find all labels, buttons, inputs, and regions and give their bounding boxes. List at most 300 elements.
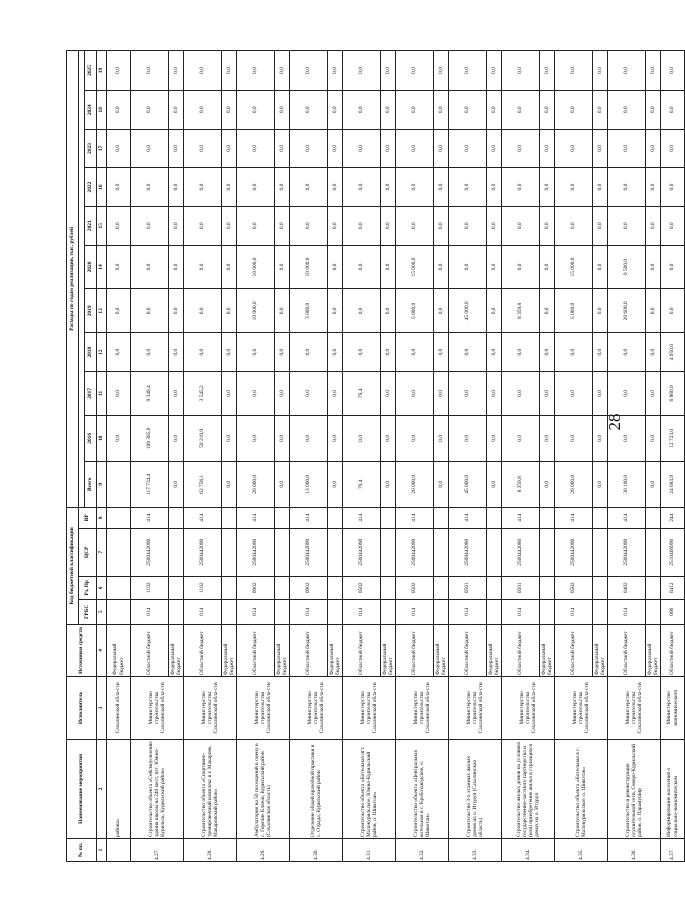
year-value: 0,0 xyxy=(555,168,593,207)
activity-name: Строительство объекта «Котельная пгт. Малокурильское, Южно-Курильский район, о. Шикотан» xyxy=(343,739,396,838)
header-rzpr: Рз, Пр xyxy=(79,576,97,599)
year-value: 0,0 xyxy=(396,168,434,207)
year-value: 0,0 xyxy=(290,206,328,245)
table-row xyxy=(131,51,169,862)
year-value: 0,0 xyxy=(555,371,593,415)
column-index: 12 xyxy=(97,333,107,372)
page-number: 28 xyxy=(605,413,624,431)
column-index: 15 xyxy=(97,206,107,245)
year-value: 0,0 xyxy=(449,129,487,168)
total-value: 0,0 xyxy=(169,461,184,507)
vr-code: 414 xyxy=(237,507,275,528)
year-value: 0,0 xyxy=(434,289,449,333)
year-value: 0,0 xyxy=(381,333,396,372)
total-value: 0,0 xyxy=(540,461,555,507)
year-value: 0,0 xyxy=(184,51,222,91)
year-value: 0,0 xyxy=(381,168,396,207)
rzpr-code: 1102 xyxy=(131,576,169,599)
year-value: 0,0 xyxy=(487,245,502,289)
funding-source: Областной бюджет xyxy=(131,624,169,676)
year-value: 0,0 xyxy=(237,129,275,168)
vr-code xyxy=(593,507,608,528)
total-value: 0,0 xyxy=(646,461,661,507)
table-row xyxy=(396,51,434,862)
year-value: 0,0 xyxy=(381,289,396,333)
year-value: 0,0 xyxy=(487,129,502,168)
year-value: 0,0 xyxy=(328,206,343,245)
year-value: 0,0 xyxy=(661,90,685,129)
year-value: 0,0 xyxy=(328,168,343,207)
row-number: 4.35. xyxy=(555,839,608,862)
year-value: 0,0 xyxy=(169,129,184,168)
year-value: 0,0 xyxy=(290,415,328,461)
year-value: 0,0 xyxy=(222,245,237,289)
year-value: 0,0 xyxy=(487,206,502,245)
year-value: 0,0 xyxy=(434,371,449,415)
total-value: 45 000,0 xyxy=(449,461,487,507)
total-value: 0,0 xyxy=(593,461,608,507)
funding-source: Областной бюджет xyxy=(290,624,328,676)
year-value: 0,0 xyxy=(608,129,646,168)
funding-source: Областной бюджет xyxy=(661,624,685,676)
year-value: 0,0 xyxy=(502,129,540,168)
year-value: 0,0 xyxy=(275,206,290,245)
rzpr-code: 1102 xyxy=(184,576,222,599)
rzpr-code: 0501 xyxy=(449,576,487,599)
activity-name: Строительство жилых домов на условиях государственно-частного партнерства и (или) приобретение жилья в строящихся домах на о. Итуруп xyxy=(502,739,555,838)
funding-source: Областной бюджет xyxy=(608,624,646,676)
year-value: 0,0 xyxy=(646,168,661,207)
csr-code xyxy=(540,528,555,576)
grbs-code: 014 xyxy=(555,599,593,624)
row-number: 4.32. xyxy=(396,839,449,862)
total-value: 30 100,0 xyxy=(608,461,646,507)
funding-source: Федеральный бюджет xyxy=(275,624,290,676)
header-index-row xyxy=(97,51,107,862)
row-number: 4.33. xyxy=(449,839,502,862)
year-value: 0,0 xyxy=(343,129,381,168)
activity-name: Информирование населения о социально-экономическом xyxy=(661,739,685,838)
rzpr-code xyxy=(434,576,449,599)
rzpr-code xyxy=(107,576,131,599)
year-value: 0,0 xyxy=(184,90,222,129)
activity-name: Отделение общей врачебной практики в с. Отрада, Курильский район xyxy=(290,739,343,838)
year-value: 0,0 xyxy=(222,415,237,461)
year-value: 0,0 xyxy=(275,245,290,289)
year-value: 0,0 xyxy=(290,129,328,168)
activity-name: Строительство 3-х этажных жилых домов на о. Итуруп (Сахалинская область) xyxy=(449,739,502,838)
csr-code xyxy=(169,528,184,576)
table-row xyxy=(555,51,593,862)
year-value: 5 000,0 xyxy=(555,289,593,333)
year-value: 0,0 xyxy=(222,51,237,91)
total-value xyxy=(107,461,131,507)
activity-name: Строительство объекта «Спортивно-тренировочный комплекс в г. Макарове, Макаровский район» xyxy=(184,739,237,838)
year-value: 0,0 xyxy=(381,206,396,245)
year-value: 8 359,8 xyxy=(502,289,540,333)
executor: Министерство строительства Сахалинской обла-сти xyxy=(131,677,184,740)
year-value: 0,0 xyxy=(184,168,222,207)
year-value: 0,0 xyxy=(184,206,222,245)
year-value: 0,0 xyxy=(343,51,381,91)
grbs-code: 006 xyxy=(661,599,685,624)
table-body xyxy=(107,51,685,862)
rzpr-code: 0412 xyxy=(661,576,685,599)
year-value: 0,0 xyxy=(290,333,328,372)
year-value: 0,0 xyxy=(222,289,237,333)
year-value: 0,0 xyxy=(275,90,290,129)
table-row xyxy=(343,51,381,862)
column-index: 1 xyxy=(97,839,107,862)
year-value: 0,0 xyxy=(661,206,685,245)
grbs-code: 014 xyxy=(131,599,169,624)
year-value: 0,0 xyxy=(169,333,184,372)
year-value: 0,0 xyxy=(328,289,343,333)
year-value: 0,0 xyxy=(434,206,449,245)
year-value: 0,0 xyxy=(222,206,237,245)
total-value: 0,0 xyxy=(275,461,290,507)
year-value: 0,0 xyxy=(184,333,222,372)
column-index: 7 xyxy=(97,528,107,576)
vr-code: 414 xyxy=(343,507,381,528)
year-value: 0,0 xyxy=(131,245,169,289)
rzpr-code xyxy=(487,576,502,599)
year-value: 0,0 xyxy=(381,90,396,129)
year-value: 3 545,2 xyxy=(184,371,222,415)
rzpr-code xyxy=(222,576,237,599)
year-value: 0,0 xyxy=(540,245,555,289)
grbs-code xyxy=(593,599,608,624)
year-value: 0,0 xyxy=(343,415,381,461)
column-index: 5 xyxy=(97,599,107,624)
header-name: Наименование мероприятия xyxy=(67,739,97,838)
grbs-code xyxy=(540,599,555,624)
year-value: 0,0 xyxy=(237,168,275,207)
vr-code: 414 xyxy=(184,507,222,528)
rzpr-code: 0501 xyxy=(502,576,540,599)
row-number: 4.28. xyxy=(184,839,237,862)
row-number: 4.34. xyxy=(502,839,555,862)
header-vr: ВР xyxy=(79,507,97,528)
column-index: 13 xyxy=(97,289,107,333)
year-value: 0,0 xyxy=(593,168,608,207)
csr-code xyxy=(646,528,661,576)
row-number: 4.36. xyxy=(608,839,661,862)
year-value: 0,0 xyxy=(131,206,169,245)
grbs-code xyxy=(107,599,131,624)
csr-code: 2500442090 xyxy=(343,528,381,576)
rzpr-code xyxy=(540,576,555,599)
year-value: 0,0 xyxy=(343,90,381,129)
rzpr-code: 0402 xyxy=(608,576,646,599)
csr-code: 2500442090 xyxy=(396,528,434,576)
year-value: 0,0 xyxy=(593,333,608,372)
csr-code: 2500442090 xyxy=(555,528,593,576)
total-value: 0,0 xyxy=(487,461,502,507)
csr-code: 2510400990 xyxy=(661,528,685,576)
year-value: 0,0 xyxy=(661,51,685,91)
table-row xyxy=(290,51,328,862)
funding-source: Федеральный бюджет xyxy=(434,624,449,676)
table-row xyxy=(107,51,131,862)
year-value: 0,0 xyxy=(222,333,237,372)
column-index: 17 xyxy=(97,129,107,168)
year-value: 0,0 xyxy=(593,289,608,333)
header-grbs: ГРБС xyxy=(79,599,97,624)
row-number: 4.30. xyxy=(290,839,343,862)
year-value: 0,0 xyxy=(593,245,608,289)
year-value: 0,0 xyxy=(131,51,169,91)
year-value: 0,0 xyxy=(555,129,593,168)
year-value: 0,0 xyxy=(343,168,381,207)
total-value: 62 756,1 xyxy=(184,461,222,507)
table-row xyxy=(661,51,685,862)
year-value: 0,0 xyxy=(646,245,661,289)
year-value: 0,0 xyxy=(540,206,555,245)
activity-name: района» xyxy=(107,739,131,838)
total-value: 20 000,0 xyxy=(396,461,434,507)
year-value: 0,0 xyxy=(434,245,449,289)
total-value: 20 000,0 xyxy=(237,461,275,507)
year-value: 0,0 xyxy=(540,168,555,207)
year-value: 0,0 xyxy=(169,371,184,415)
year-value: 0,0 xyxy=(502,90,540,129)
year-value: 0,0 xyxy=(107,90,131,129)
year-value: 15 000,0 xyxy=(555,245,593,289)
vr-code: 244 xyxy=(661,507,685,528)
table-row xyxy=(237,51,275,862)
year-value: 0,0 xyxy=(275,129,290,168)
header-executor: Исполнитель xyxy=(67,677,97,740)
grbs-code: 014 xyxy=(184,599,222,624)
year-value: 0,0 xyxy=(107,51,131,91)
year-value: 0,0 xyxy=(107,289,131,333)
funding-source: Областной бюджет xyxy=(449,624,487,676)
vr-code: 414 xyxy=(396,507,434,528)
year-value: 0,0 xyxy=(646,289,661,333)
year-value: 0,0 xyxy=(343,333,381,372)
year-value: 0,0 xyxy=(661,245,685,289)
table-row xyxy=(502,51,540,862)
year-value: 0,0 xyxy=(169,206,184,245)
grbs-code xyxy=(222,599,237,624)
column-index: 6 xyxy=(97,576,107,599)
header-total: Всего xyxy=(85,461,97,507)
year-value: 0,0 xyxy=(222,371,237,415)
grbs-code xyxy=(328,599,343,624)
funding-source: Областной бюджет xyxy=(502,624,540,676)
year-value: 0,0 xyxy=(290,168,328,207)
year-value: 0,0 xyxy=(502,245,540,289)
vr-code xyxy=(540,507,555,528)
year-value: 0,0 xyxy=(487,289,502,333)
vr-code xyxy=(646,507,661,528)
row-number: 4.31. xyxy=(343,839,396,862)
year-value: 0,0 xyxy=(502,371,540,415)
table-row xyxy=(184,51,222,862)
year-value: 3 000,0 xyxy=(290,289,328,333)
year-value: 0,0 xyxy=(396,333,434,372)
rzpr-code xyxy=(169,576,184,599)
grbs-code: 014 xyxy=(396,599,434,624)
year-value: 0,0 xyxy=(540,333,555,372)
total-value: 0,0 xyxy=(434,461,449,507)
header-source: Источники средств xyxy=(67,624,97,676)
year-value: 0,0 xyxy=(131,333,169,372)
year-value: 15 000,0 xyxy=(396,245,434,289)
executor: Министерство строительства Сахалинской обла-сти xyxy=(184,677,237,740)
year-value: 0,0 xyxy=(502,333,540,372)
header-csr: ЦСР xyxy=(79,528,97,576)
funding-source: Федеральный бюджет xyxy=(381,624,396,676)
year-value: 6 860,9 xyxy=(661,371,685,415)
year-value: 0,0 xyxy=(540,371,555,415)
grbs-code xyxy=(381,599,396,624)
year-value: 0,0 xyxy=(275,415,290,461)
header-year: 2018 xyxy=(85,333,97,372)
column-index: 18 xyxy=(97,90,107,129)
year-value: 0,0 xyxy=(237,90,275,129)
total-value: 0,0 xyxy=(222,461,237,507)
year-value: 0,0 xyxy=(593,415,608,461)
grbs-code: 014 xyxy=(290,599,328,624)
year-value: 0,0 xyxy=(487,90,502,129)
year-value: 0,0 xyxy=(608,90,646,129)
year-value: 0,0 xyxy=(608,371,646,415)
executor: Министерство строительства Сахалинской обла-сти xyxy=(449,677,502,740)
rzpr-code: 0502 xyxy=(343,576,381,599)
csr-code xyxy=(487,528,502,576)
year-value: 0,0 xyxy=(290,90,328,129)
column-index: 2 xyxy=(97,739,107,838)
year-value: 0,0 xyxy=(290,51,328,91)
year-value: 0,0 xyxy=(608,206,646,245)
year-value: 59 210,9 xyxy=(184,415,222,461)
year-value: 0,0 xyxy=(555,90,593,129)
table-row xyxy=(449,51,487,862)
funding-source: Областной бюджет xyxy=(184,624,222,676)
year-value: 0,0 xyxy=(593,129,608,168)
grbs-code xyxy=(434,599,449,624)
year-value: 0,0 xyxy=(396,51,434,91)
year-value: 0,0 xyxy=(184,289,222,333)
year-value: 0,0 xyxy=(449,415,487,461)
header-num: № пп. xyxy=(67,839,97,862)
row-number xyxy=(107,839,131,862)
year-value: 0,0 xyxy=(275,333,290,372)
year-value: 0,0 xyxy=(434,51,449,91)
csr-code xyxy=(381,528,396,576)
funding-source: Федеральный бюджет xyxy=(222,624,237,676)
activity-name: Строительство объекта «Котельная в с. Малокурильское, о. Шикотан» xyxy=(555,739,608,838)
year-value: 0,0 xyxy=(449,90,487,129)
year-value: 0,0 xyxy=(608,51,646,91)
csr-code xyxy=(328,528,343,576)
year-value: 0,0 xyxy=(131,90,169,129)
year-value: 0,0 xyxy=(502,206,540,245)
year-value: 9 349,4 xyxy=(131,371,169,415)
total-value: 8 359,8 xyxy=(502,461,540,507)
grbs-code: 014 xyxy=(343,599,381,624)
year-value: 0,0 xyxy=(107,168,131,207)
year-value: 0,0 xyxy=(540,90,555,129)
year-value: 0,0 xyxy=(107,333,131,372)
grbs-code xyxy=(275,599,290,624)
grbs-code: 014 xyxy=(502,599,540,624)
year-value: 0,0 xyxy=(646,333,661,372)
year-value: 0,0 xyxy=(487,371,502,415)
year-value: 0,0 xyxy=(593,90,608,129)
year-value: 0,0 xyxy=(593,51,608,91)
year-value: 0,0 xyxy=(593,206,608,245)
column-index: 8 xyxy=(97,507,107,528)
year-value: 0,0 xyxy=(646,371,661,415)
year-value: 0,0 xyxy=(434,90,449,129)
year-value: 12 723,0 xyxy=(661,415,685,461)
year-value: 0,0 xyxy=(328,371,343,415)
rzpr-code: 0502 xyxy=(396,576,434,599)
year-value: 0,0 xyxy=(381,245,396,289)
column-index: 14 xyxy=(97,245,107,289)
budget-table xyxy=(66,50,685,862)
year-value: 0,0 xyxy=(169,289,184,333)
year-value: 45 000,0 xyxy=(449,289,487,333)
column-index: 11 xyxy=(97,371,107,415)
year-value: 0,0 xyxy=(275,371,290,415)
header-year: 2020 xyxy=(85,245,97,289)
year-value: 0,0 xyxy=(449,333,487,372)
year-value: 0,0 xyxy=(237,415,275,461)
vr-code xyxy=(328,507,343,528)
year-value: 5 000,0 xyxy=(396,289,434,333)
year-value: 0,0 xyxy=(131,129,169,168)
funding-source: Областной бюджет xyxy=(396,624,434,676)
year-value: 0,0 xyxy=(275,51,290,91)
year-value: 0,0 xyxy=(555,51,593,91)
rzpr-code: 0502 xyxy=(555,576,593,599)
year-value: 0,0 xyxy=(237,206,275,245)
header-year: 2023 xyxy=(85,129,97,168)
vr-code: 414 xyxy=(555,507,593,528)
year-value: 0,0 xyxy=(396,90,434,129)
year-value: 0,0 xyxy=(275,168,290,207)
year-value: 0,0 xyxy=(555,415,593,461)
vr-code: 414 xyxy=(449,507,487,528)
csr-code xyxy=(434,528,449,576)
header-year: 2019 xyxy=(85,289,97,333)
year-value: 0,0 xyxy=(343,289,381,333)
year-value: 0,0 xyxy=(434,129,449,168)
vr-code xyxy=(381,507,396,528)
vr-code xyxy=(169,507,184,528)
vr-code: 414 xyxy=(290,507,328,528)
header-year: 2016 xyxy=(85,415,97,461)
funding-source: Федеральный бюджет xyxy=(487,624,502,676)
year-value: 0,0 xyxy=(434,333,449,372)
year-value: 0,0 xyxy=(222,129,237,168)
year-value: 0,0 xyxy=(237,51,275,91)
activity-name: Строительство и реконструкция осушительной сети, Северо-Курильский район, о. Парамушир xyxy=(608,739,661,838)
csr-code: 2500442090 xyxy=(608,528,646,576)
year-value: 0,0 xyxy=(555,206,593,245)
year-value: 0,0 xyxy=(328,245,343,289)
year-value: 0,0 xyxy=(487,168,502,207)
funding-source: Федеральный бюджет xyxy=(107,624,131,676)
total-value: 0,0 xyxy=(381,461,396,507)
year-value: 0,0 xyxy=(290,371,328,415)
year-value: 0,0 xyxy=(449,206,487,245)
year-value: 0,0 xyxy=(328,415,343,461)
